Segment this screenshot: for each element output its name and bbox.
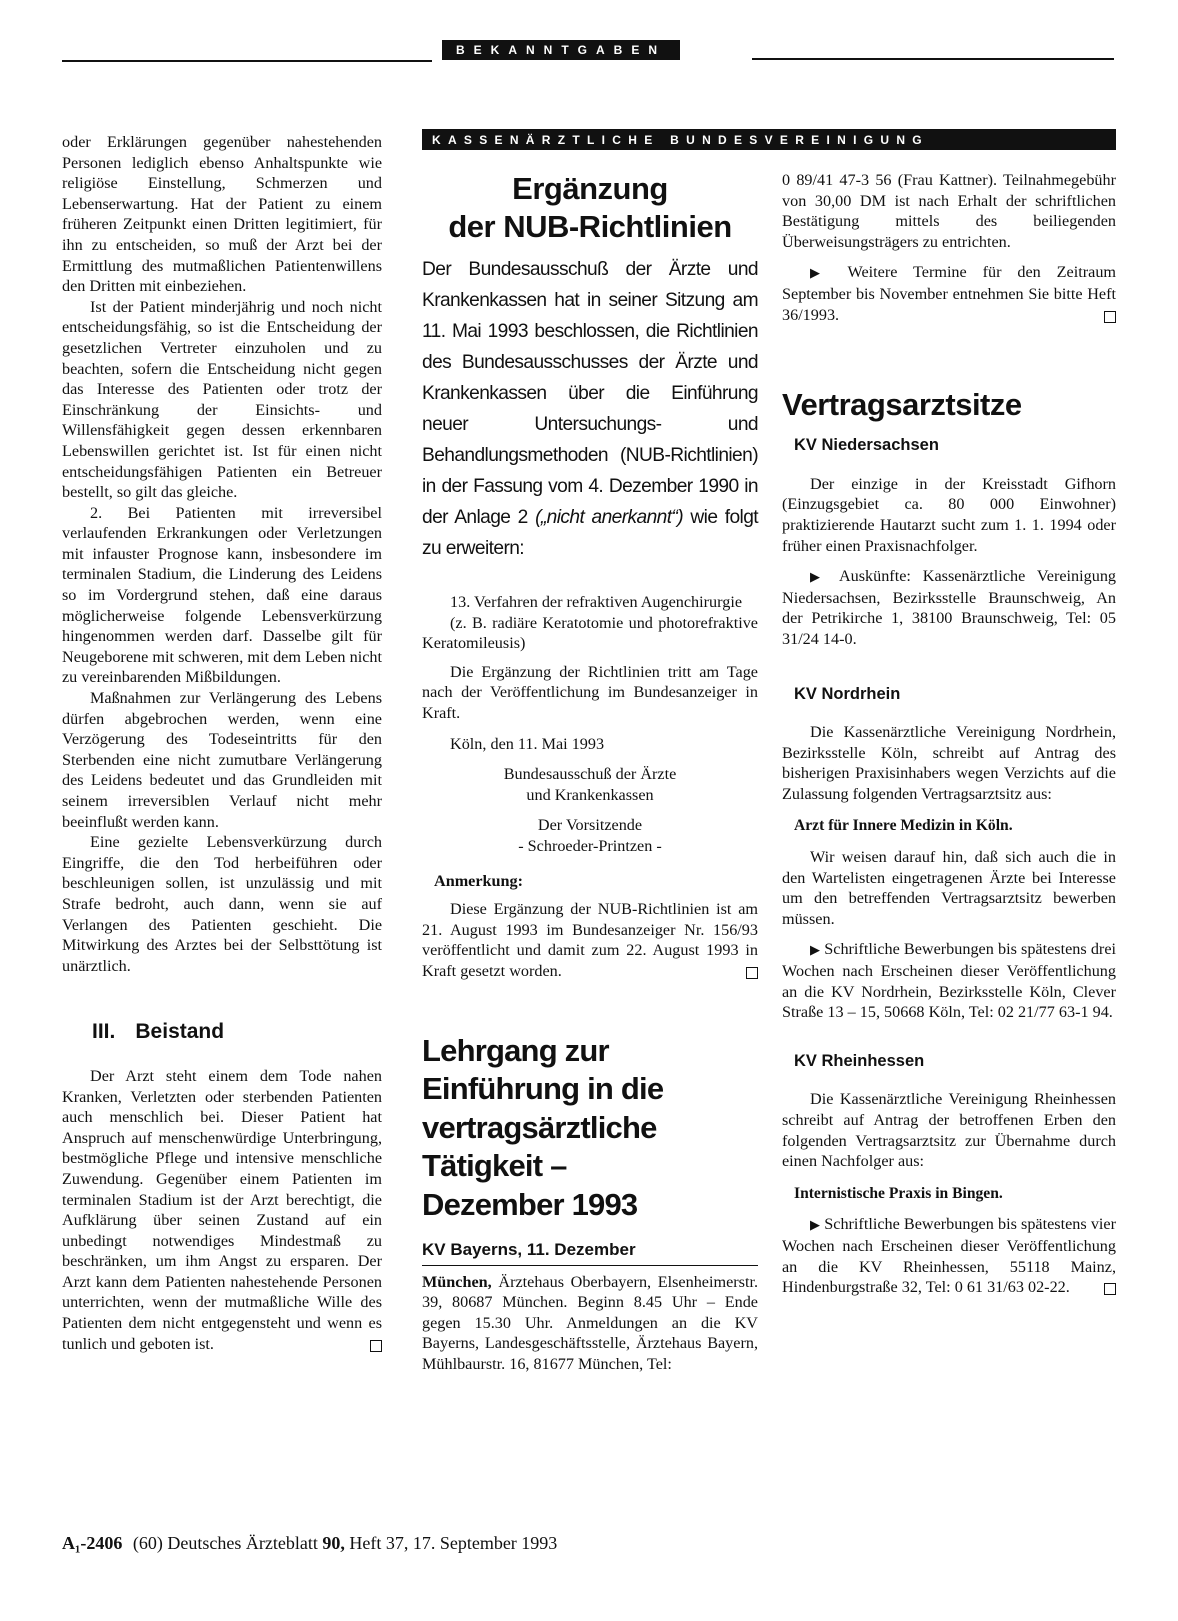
journal-volume: 90, <box>322 1533 345 1553</box>
nordrhein-apply-paragraph <box>782 939 1116 1022</box>
header-rule-left <box>62 60 432 62</box>
lead-text: wie folgt zu erweitern: <box>422 507 758 559</box>
paragraph: Ist der Patient minderjährig und noch nicht entscheidungsfähig, so ist die Entscheidung der gesetzlichen Vertreter einzuholen und zu beachten, sofern die Entscheidung nicht gegen das Interesse des Patienten oder trotz der Einschränkung der Einsichts- und Willensfähigkeit gegen dessen erkennbaren Lebenswillen gerichtet ist. Ist für einen nicht entscheidungsfähigen Patienten ein Betreuer bestellt, so gilt das gleiche. <box>62 297 382 502</box>
square-icon <box>1104 311 1116 323</box>
square-icon <box>1104 1283 1116 1295</box>
nub-lead <box>422 254 758 564</box>
column-2 <box>422 170 758 1375</box>
lehrgang-title-line: Tätigkeit – <box>422 1148 567 1183</box>
section-title: Beistand <box>135 1020 225 1044</box>
column-3 <box>782 170 1116 1298</box>
rheinhessen-apply: Schriftliche Bewerbungen bis spätestens vier Wochen nach Erscheinen dieser Veröffentlichung an die KV Rheinhessen, 55118 Mainz, Hindenburgstraße 32, Tel: 0 61 31/63 02-22. <box>782 1215 1116 1297</box>
chair-title: Der Vorsitzende <box>537 816 643 835</box>
triangle-right-icon: ▶ <box>810 1217 821 1233</box>
nub-place-date: Köln, den 11. Mai 1993 <box>450 734 605 753</box>
nordrhein-apply: Schriftliche Bewerbungen bis spätestens drei Wochen nach Erscheinen dieser Veröffentlichung an die KV Nordrhein, Bezirksstelle Köln, Clever Straße 13 – 15, 50668 Köln, Tel: 02 21/77 63-1 94. <box>782 940 1116 1022</box>
lehrgang-title-line: Einführung in die <box>422 1071 664 1106</box>
nub-title <box>422 170 758 246</box>
nordrhein-text: Die Kassenärztliche Vereinigung Nordrhein, Bezirksstelle Köln, schreibt auf Antrag des bisherigen Praxisinhabers wegen Verzichts auf die Zulassung folgenden Vertragsarztsitz aus: <box>782 723 1116 803</box>
page-footer <box>62 1533 557 1554</box>
paragraph: Eine gezielte Lebensverkürzung durch Eingriffe, die den Tod herbeiführen oder beschleunigen sollen, ist unzulässig und mit Strafe bedroht, auch dann, wenn sie auf Verlangen des Patienten geschieht. Die Mitwirkung des Arztes bei der Selbsttötung ist unärztlich. <box>62 833 382 975</box>
lehrgang-title-line: Dezember 1993 <box>422 1186 638 1222</box>
lehrgang-title <box>422 1032 758 1225</box>
lehrgang-subtitle: KV Bayerns, 11. Dezember <box>422 1240 758 1266</box>
paragraph: 2. Bei Patienten mit irreversibel verlaufenden Erkrankungen oder Verletzungen mit infauster Prognose kann, insbesondere im terminalen Stadium, die Linderung des Leidens so im Vordergrund stehen, daß eine daraus möglicherweise folgende Lebensverkürzung hingenommen werden darf. Dasselbe gilt für Neugeborene mit schweren, mit dem Leben nicht zu vereinbarenden Mißbildungen. <box>62 503 382 687</box>
paragraph: oder Erklärungen gegenüber nahestehenden Personen lediglich ebenso Anhaltspunkte wie religiöse Einstellung, Schmerzen und Lebenserwartung. Hat der Patient zu einem früheren Zeitpunkt einen Dritten legitimiert, für ihn zu entscheiden, so muß der Arzt bei der Ermittlung des mutmaßlichen Patientenwillens den Dritten mit einbeziehen. <box>62 133 382 296</box>
chair-name: - Schroeder-Printzen - <box>518 836 662 855</box>
committee-line: Bundesausschuß der Ärzte <box>503 765 677 784</box>
triangle-right-icon: ▶ <box>810 265 832 281</box>
niedersachsen-info: Auskünfte: Kassenärztliche Vereinigung Niedersachsen, Bezirksstelle Braunschweig, An der Petrikirche 1, 38100 Braunschweig, Tel: 05 31/24 14-0. <box>782 567 1117 648</box>
niedersachsen-info-paragraph <box>782 566 1116 649</box>
kv-rheinhessen-heading: KV Rheinhessen <box>794 1051 925 1070</box>
beistand-text: Der Arzt steht einem dem Tode nahen Kranken, Verletzten oder sterbenden Patienten auch menschlich bei. Dieser Patient hat Anspruch auf menschenwürdige Unterbringung, bestmögliche Pflege und intensive menschliche Zuwendung. Gegenüber einem Patienten im terminalen Stadium ist der Arzt berechtigt, die Aufklärung über seinen Zustand auf ein unbedingt notwendiges Mindestmaß zu beschränken, um ihm Angst zu ersparen. Der Arzt kann dem Patienten nahestehende Personen unterrichten, wenn der mutmaßliche Wille des Patienten dem nicht entgegensteht und wenn es tunlich und geboten ist. <box>62 1066 382 1353</box>
journal-name: Deutsches Ärzteblatt <box>167 1533 318 1553</box>
square-icon <box>370 1340 382 1352</box>
paragraph: Maßnahmen zur Verlängerung des Lebens dürfen abgebrochen werden, wenn eine Verzögerung des Todeseintritts für den Sterbenden eine nicht zumutbare Verlängerung des Leidens bedeutet und das Grundleiden mit seinem irreversiblen Verlauf nicht mehr beeinflußt werden kann. <box>62 689 382 831</box>
kv-nordrhein-heading: KV Nordrhein <box>794 684 901 703</box>
lehrgang-title-line: vertragsärztliche <box>422 1109 657 1145</box>
kv-niedersachsen-heading: KV Niedersachsen <box>794 436 939 455</box>
note-heading: Anmerkung: <box>434 871 524 890</box>
page-number: (60) <box>132 1533 163 1553</box>
lead-italic: („nicht anerkannt“) <box>535 507 684 528</box>
kbv-banner: KASSENÄRZTLICHE BUNDESVEREINIGUNG <box>422 129 1116 150</box>
paragraph <box>62 1066 382 1354</box>
nub-item-detail: (z. B. radiäre Keratotomie und photorefraktive Keratomileusis) <box>422 613 758 653</box>
nub-item: 13. Verfahren der refraktiven Augenchirurgie <box>450 593 743 611</box>
lehrgang-city: München, <box>422 1272 492 1291</box>
more-dates-text: Weitere Termine für den Zeitraum September bis November entnehmen Sie bitte Heft 36/1993. <box>782 263 1117 324</box>
page-code: A₁-2406 <box>62 1533 123 1553</box>
journal-issue: Heft 37, 17. September 1993 <box>349 1533 558 1553</box>
committee-line: und Krankenkassen <box>526 785 654 804</box>
vertrag-title: Vertragsarztsitze <box>782 387 1022 423</box>
section-heading-beistand <box>92 1022 382 1044</box>
lehrgang-continued: 0 89/41 47-3 56 (Frau Kattner). Teilnahmegebühr von 30,00 DM ist nach Erhalt der schriftlichen Bestätigung mittels des beiliegenden Überweisungsträgers zu entrichten. <box>782 171 1116 251</box>
triangle-right-icon: ▶ <box>810 942 821 958</box>
more-dates-paragraph <box>782 262 1116 325</box>
section-number: III. <box>92 1020 116 1044</box>
rheinhessen-position: Internistische Praxis in Bingen. <box>794 1184 1003 1202</box>
lehrgang-text: Ärztehaus Oberbayern, Elsenheimerstr. 39, 80687 München. Beginn 8.45 Uhr – Ende gegen 15.30 Uhr. Anmeldungen an die KV Bayerns, Landesgeschäftsstelle, Ärztehaus Bayern, Mühlbaurstr. 16, 81677 München, Tel: <box>422 1272 758 1373</box>
triangle-right-icon: ▶ <box>810 569 828 585</box>
page-header <box>62 40 1114 60</box>
nub-title-line: Ergänzung <box>512 171 668 206</box>
note-text: Diese Ergänzung der NUB-Richtlinien ist am 21. August 1993 im Bundesanzeiger Nr. 156/93 veröffentlicht und damit zum 22. August 1993 in Kraft gesetzt worden. <box>422 900 758 980</box>
nub-title-line: der NUB-Richtlinien <box>448 209 732 244</box>
niedersachsen-text: Der einzige in der Kreisstadt Gifhorn (Einzugsgebiet ca. 80 000 Einwohner) praktizierende Hautarzt sucht zum 1. 1. 1994 oder früher einen Praxisnachfolger. <box>782 474 1116 555</box>
nordrhein-position: Arzt für Innere Medizin in Köln. <box>794 817 1013 835</box>
note-paragraph <box>422 899 758 981</box>
column-1 <box>62 132 382 1354</box>
lehrgang-paragraph <box>422 1272 758 1375</box>
rheinhessen-apply-paragraph <box>782 1214 1116 1297</box>
section-tag: BEKANNTGABEN <box>442 40 680 60</box>
nub-signature <box>422 764 758 856</box>
lehrgang-title-line: Lehrgang zur <box>422 1032 609 1068</box>
square-icon <box>746 967 758 979</box>
lead-text: Der Bundesausschuß der Ärzte und Krankenkassen hat in seiner Sitzung am 11. Mai 1993 beschlossen, die Richtlinien des Bundesausschusses der Ärzte und Krankenkassen über die Einführung neuer Untersuchungs- und Behandlungsmethoden (NUB-Richtlinien) in der Fassung vom 4. Dezember 1990 in der Anlage 2 <box>422 259 758 528</box>
rheinhessen-text: Die Kassenärztliche Vereinigung Rheinhessen schreibt auf Antrag der betroffenen Erben den folgenden Vertragsarztsitz zur Übernahme durch einen Nachfolger aus: <box>782 1090 1116 1171</box>
nub-effective: Die Ergänzung der Richtlinien tritt am Tage nach der Veröffentlichung im Bundesanzeiger in Kraft. <box>422 662 758 722</box>
header-rule-right <box>752 58 1114 60</box>
nordrhein-note: Wir weisen darauf hin, daß sich auch die in den Wartelisten eingetragenen Ärzte bei Interesse um den betreffenden Vertragsarztsitz bewerben müssen. <box>782 848 1116 928</box>
